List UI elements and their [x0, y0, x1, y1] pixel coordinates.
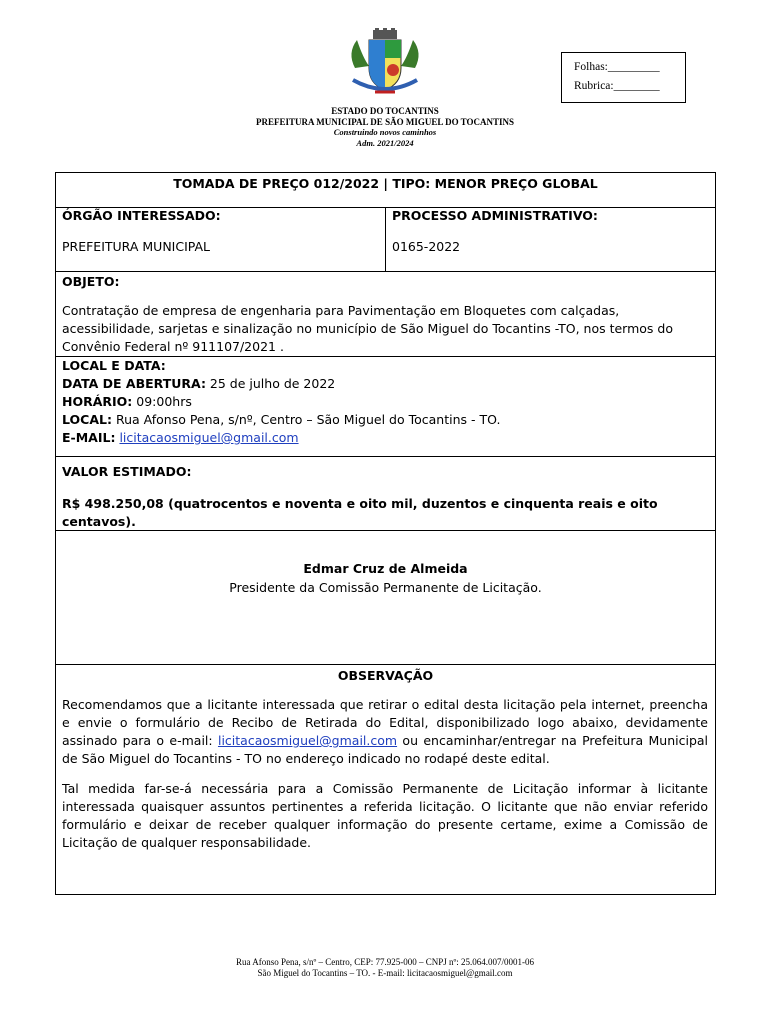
- folhas-rubrica-box: [561, 52, 686, 103]
- slogan: Construindo novos caminhos: [333, 127, 437, 137]
- local-value: Rua Afonso Pena, s/nº, Centro – São Miguel do Tocantins - TO.: [111, 412, 501, 427]
- divider: [385, 207, 386, 271]
- notice-table: [55, 172, 716, 895]
- orgao-value: PREFEITURA MUNICIPAL: [62, 239, 211, 254]
- horario-label: HORÁRIO:: [62, 394, 133, 409]
- valor-label: VALOR ESTIMADO:: [62, 464, 192, 479]
- local-data-section: [62, 357, 708, 447]
- folhas-label: Folhas:_________: [574, 61, 660, 73]
- divider: [56, 530, 715, 531]
- observacao-paragraph-1: Recomendamos que a licitante interessada que retirar o edital desta licitação pela internet, preencha e envie o formulário de Recibo de Retirada do Edital, disponibilizado logo abaixo, devidamente assinado para o e-mail: licitacaosmiguel@gmail.com ou encaminhar/entregar na Prefeitura Municipal de São Miguel do Tocantins - TO no endereço indicado no rodapé deste edital.: [62, 697, 709, 766]
- prefeitura-name: PREFEITURA MUNICIPAL DE SÃO MIGUEL DO TOCANTINS: [255, 116, 515, 127]
- signatory-role: Presidente da Comissão Permanente de Licitação.: [229, 580, 542, 595]
- divider: [56, 456, 715, 457]
- processo-value: 0165-2022: [392, 239, 461, 254]
- footer-contact: São Miguel do Tocantins – TO. - E-mail: licitacaosmiguel@gmail.com: [257, 968, 513, 978]
- local-label: LOCAL:: [62, 412, 112, 427]
- email-link[interactable]: licitacaosmiguel@gmail.com: [119, 430, 299, 445]
- divider: [56, 664, 715, 665]
- observacao-paragraph-2: Tal medida far-se-á necessária para a Comissão Permanente de Licitação informar à licitante interessada quaisquer assuntos pertinentes a referida licitação. O licitante que não enviar referido formulário e deixar de receber qualquer informação do presente certame, exime a Comissão de Licitação de qualquer responsabilidade.: [62, 781, 708, 850]
- processo-label: PROCESSO ADMINISTRATIVO:: [392, 208, 598, 223]
- administration-term: Adm. 2021/2024: [356, 137, 414, 148]
- email-label: E-MAIL:: [62, 430, 116, 445]
- state-name: ESTADO DO TOCANTINS: [331, 106, 439, 116]
- observacao-email-link[interactable]: licitacaosmiguel@gmail.com: [217, 733, 398, 748]
- municipal-crest-logo: [345, 28, 425, 98]
- valor-text: R$ 498.250,08 (quatrocentos e noventa e oito mil, duzentos e cinquenta reais e oito centavos).: [62, 496, 658, 529]
- abertura-label: DATA DE ABERTURA:: [62, 376, 206, 391]
- local-data-label: LOCAL E DATA:: [62, 358, 166, 373]
- footer: [0, 957, 770, 979]
- orgao-label: ÓRGÃO INTERESSADO:: [62, 208, 221, 223]
- horario-value: 09:00hrs: [132, 394, 192, 409]
- objeto-text: Contratação de empresa de engenharia para Pavimentação em Bloquetes com calçadas, acessibilidade, sarjetas e sinalização no município de São Miguel do Tocantins -TO, nos termos do Convênio Federal nº 911107/2021 .: [62, 303, 673, 354]
- footer-address: Rua Afonso Pena, s/nº – Centro, CEP: 77.925-000 – CNPJ nº: 25.064.007/0001-06: [235, 957, 535, 967]
- signatory-name: Edmar Cruz de Almeida: [303, 561, 468, 576]
- rubrica-label: Rubrica:________: [574, 80, 660, 92]
- letterhead: [0, 106, 770, 148]
- notice-title: TOMADA DE PREÇO 012/2022 | TIPO: MENOR PREÇO GLOBAL: [173, 176, 598, 191]
- abertura-value: 25 de julho de 2022: [205, 376, 336, 391]
- observacao-label: OBSERVAÇÃO: [337, 668, 434, 683]
- divider: [56, 271, 715, 272]
- objeto-label: OBJETO:: [62, 274, 120, 289]
